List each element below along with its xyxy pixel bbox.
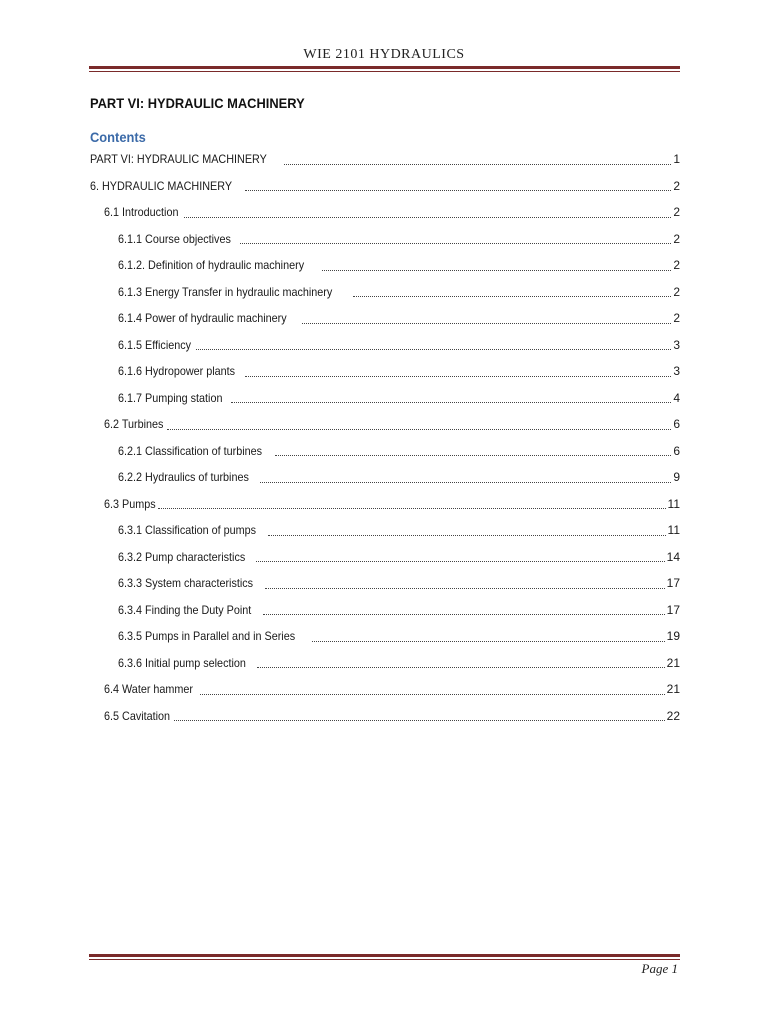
toc-entry[interactable] [90, 173, 680, 200]
toc-entry[interactable] [90, 491, 680, 518]
toc-entry[interactable] [90, 385, 680, 412]
toc-dot-leader [245, 178, 672, 191]
toc-dot-leader [353, 284, 671, 297]
toc-entry-label: 6.3 Pumps [104, 496, 156, 511]
toc-entry-page-number: 17 [666, 602, 680, 617]
toc-entry-label: 6. HYDRAULIC MACHINERY [90, 178, 233, 193]
toc-dot-leader [245, 364, 671, 377]
toc-dot-leader [184, 205, 672, 218]
toc-entry[interactable] [90, 305, 680, 332]
toc-entry-page-number: 2 [673, 231, 680, 246]
toc-entry-page-number: 6 [673, 443, 680, 458]
toc-entry[interactable] [90, 279, 680, 306]
toc-entry[interactable] [90, 252, 680, 279]
toc-entry[interactable] [90, 570, 680, 597]
toc-entry-label: 6.3.5 Pumps in Parallel and in Series [118, 629, 296, 644]
toc-entry-page-number: 3 [673, 337, 680, 352]
toc-entry[interactable] [90, 597, 680, 624]
toc-entry-page-number: 6 [673, 417, 680, 432]
toc-entry-page-number: 11 [667, 523, 680, 538]
toc-dot-leader [268, 523, 665, 536]
toc-dot-leader [263, 602, 665, 615]
contents-heading: Contents [90, 129, 146, 145]
toc-entry[interactable] [90, 411, 680, 438]
toc-entry-page-number: 2 [673, 258, 680, 273]
toc-entry-label: 6.1.7 Pumping station [118, 390, 223, 405]
toc-dot-leader [302, 311, 671, 324]
toc-entry-label: 6.3.4 Finding the Duty Point [118, 602, 252, 617]
toc-dot-leader [260, 470, 671, 483]
toc-entry-page-number: 17 [666, 576, 680, 591]
toc-entry-page-number: 21 [666, 682, 680, 697]
toc-entry[interactable] [90, 146, 680, 173]
part-title: PART VI: HYDRAULIC MACHINERY [90, 95, 305, 111]
toc-dot-leader [200, 682, 665, 695]
toc-entry-page-number: 11 [667, 496, 680, 511]
toc-entry-label: 6.2.2 Hydraulics of turbines [118, 470, 249, 485]
toc-entry-label: 6.2 Turbines [104, 417, 164, 432]
toc-entry-label: 6.2.1 Classification of turbines [118, 443, 263, 458]
toc-entry[interactable] [90, 358, 680, 385]
footer-divider [89, 954, 680, 960]
toc-dot-leader [196, 337, 671, 350]
toc-entry-label: 6.1.3 Energy Transfer in hydraulic machinery [118, 284, 333, 299]
toc-entry-page-number: 9 [673, 470, 680, 485]
toc-entry-page-number: 2 [673, 178, 680, 193]
toc-entry[interactable] [90, 703, 680, 730]
toc-entry-page-number: 2 [673, 284, 680, 299]
toc-dot-leader [256, 549, 664, 562]
toc-entry-label: 6.1.4 Power of hydraulic machinery [118, 311, 287, 326]
toc-entry-page-number: 21 [666, 655, 680, 670]
footer-page-number: Page 1 [641, 961, 678, 976]
toc-entry[interactable] [90, 438, 680, 465]
toc-entry-page-number: 19 [666, 629, 680, 644]
toc-dot-leader [265, 576, 665, 589]
toc-entry[interactable] [90, 623, 680, 650]
toc-entry-page-number: 14 [666, 549, 680, 564]
toc-entry[interactable] [90, 332, 680, 359]
toc-entry-label: 6.1.1 Course objectives [118, 231, 231, 246]
toc-dot-leader [322, 258, 672, 271]
toc-entry[interactable] [90, 676, 680, 703]
toc-dot-leader [312, 629, 665, 642]
toc-entry[interactable] [90, 650, 680, 677]
toc-entry-page-number: 22 [666, 708, 680, 723]
page-header-title: WIE 2101 HYDRAULICS [303, 47, 465, 62]
toc-entry-label: 6.5 Cavitation [104, 708, 171, 723]
toc-entry[interactable] [90, 226, 680, 253]
toc-dot-leader [257, 655, 665, 668]
toc-entry-label: 6.3.6 Initial pump selection [118, 655, 246, 670]
toc-entry-label: PART VI: HYDRAULIC MACHINERY [90, 152, 267, 167]
toc-entry[interactable] [90, 544, 680, 571]
toc-entry-page-number: 2 [673, 311, 680, 326]
toc-entry-label: 6.3.1 Classification of pumps [118, 523, 257, 538]
toc-entry-label: 6.1.5 Efficiency [118, 337, 192, 352]
toc-dot-leader [158, 496, 665, 509]
toc-entry-page-number: 1 [673, 152, 680, 167]
toc-entry-label: 6.3.2 Pump characteristics [118, 549, 246, 564]
toc-dot-leader [284, 152, 672, 165]
toc-entry-page-number: 3 [673, 364, 680, 379]
table-of-contents [90, 146, 680, 729]
toc-entry[interactable] [90, 464, 680, 491]
toc-entry-label: 6.1 Introduction [104, 205, 179, 220]
toc-dot-leader [240, 231, 671, 244]
toc-entry-label: 6.4 Water hammer [104, 682, 194, 697]
toc-entry-label: 6.1.6 Hydropower plants [118, 364, 236, 379]
toc-dot-leader [167, 417, 671, 430]
toc-dot-leader [174, 708, 664, 721]
toc-dot-leader [275, 443, 671, 456]
header-divider [89, 66, 680, 72]
toc-entry-page-number: 2 [673, 205, 680, 220]
toc-entry-label: 6.3.3 System characteristics [118, 576, 254, 591]
toc-entry[interactable] [90, 517, 680, 544]
toc-entry-page-number: 4 [673, 390, 680, 405]
toc-entry[interactable] [90, 199, 680, 226]
toc-entry-label: 6.1.2. Definition of hydraulic machinery [118, 258, 305, 273]
toc-dot-leader [231, 390, 671, 403]
